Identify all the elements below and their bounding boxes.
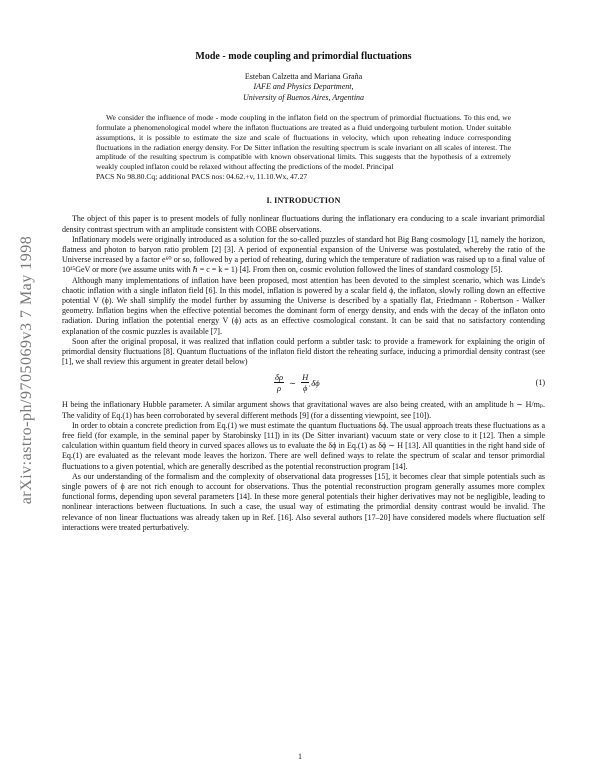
affiliation-university: University of Buenos Aires, Argentina [242,92,365,102]
paper-title: Mode - mode coupling and primordial fluctuations [195,51,412,62]
eq-fraction-lhs [274,372,284,393]
paragraph-1: The object of this paper is to present models of fully nonlinear fluctuations during the inflationary era conducing to a scale invariant primordial density contrast spectrum with an amplitude consistent with COBE observations. [62,214,545,234]
pacs-numbers: PACS No 98.80.Cq; additional PACS nos: 04.62.+v, 11.10.Wx, 47.27 [96,172,308,182]
abstract-text: We consider the influence of mode - mode coupling in the inflaton field on the spectrum of primordial fluctuations. To this end, we formulate a phenomenological model where the inflaton fluctuations are treated as a fluid undergoing turbulent motion. Under suitable assumptions, it is possible to estimate the size and scale of fluctuations in velocity, which upon reheating induce corresponding fluctuations in the radiation energy density. For De Sitter inflation the resulting spectrum is scale invariant on all scales of interest. The amplitude of the resulting spectrum is compatible with known observational limits. This suggests that the hypothesis of a extremely weakly coupled inflaton could be relaxed without affecting the predictions of the model. Principal [96,112,511,172]
equation-body [272,372,320,393]
paragraph-5: H being the inflationary Hubble parameter. A similar argument shows that gravitational waves are also being created, with an amplitude h ∼ H/mₚ. The validity of Eq.(1) has been corroborated by several different methods [9] (for a dissenting viewpoint, see [10]). [62,400,545,420]
page-number: 1 [298,752,302,761]
section-heading: I. INTRODUCTION [266,196,341,206]
arxiv-identifier: arXiv:astro-ph/9705069v3 7 May 1998 [18,235,35,505]
abstract [96,113,511,182]
eq-rhs-denominator: ϕ̇ [303,383,308,394]
equation-1 [62,370,545,396]
paper-page [62,52,545,533]
paragraph-3: Although many implementations of inflation have been proposed, most attention has been devoted to the simplest scenario, which was Linde's chaotic inflation with a single inflaton field [6]. In this model, inflation is powered by a scalar field ϕ, the inflaton, slowly rolling down an effective potential V (ϕ). We shall simplify the model further by assuming the Universe is described by a spatially flat, Friedmann - Robertson - Walker geometry. Inflation begins when the effective potential becomes the dominant form of energy density, and ends with the decay of the inflaton onto radiation. During inflation the potential energy V (ϕ) acts as an effective cosmological constant. It can be said that no satisfactory contending explanation of the cosmic puzzles is available [7]. [62,275,545,336]
equation-number: (1) [535,378,545,388]
paragraph-4: Soon after the original proposal, it was realized that inflation could perform a subtler task: to provide a framework for explaining the origin of primordial density fluctuations [8]. Quantum fluctuations of the inflaton field distort the reheating surface, inducing a primordial density contrast (see [1], we shall review this argument in greater detail below) [62,336,545,367]
eq-lhs-denominator: ρ [276,383,282,394]
paragraph-6: In order to obtain a concrete prediction from Eq.(1) we must estimate the quantum fluctuations δϕ. The usual approach treats these fluctuations as a free field (for example, in the seminal paper by Starobinsky [11]) in its (De Sitter invariant) vacuum state or very close to it [12]. Then a simple calculation within quantum field theory in curved spaces allows us to evaluate the δϕ in Eq.(1) as δϕ ∼ H [13]. All quantities in the right hand side of Eq.(1) are evaluated as the relevant mode leaves the horizon. There are well defined ways to relate the spectrum of scalar and tensor primordial fluctuations to a given potential, which are generally described as the potential reconstruction program [14]. [62,420,545,471]
arxiv-sidebar [14,160,40,580]
eq-lhs-numerator: δρ [275,372,284,383]
eq-fraction-rhs [301,372,309,393]
eq-rhs-numerator: H [302,372,309,383]
paragraph-2: Inflationary models were originally introduced as a solution for the so-called puzzles of standard hot Big Bang cosmology [1], namely the horizon, flatness and photon to baryon ratio problem [2] [3]. A period of exponential expansion of the Universe was postulated, whereby the ratio of the Universe increased by a factor e⁶⁰ or so, followed by a period of reheating, during which the temperature of radiation was raised up to a final value of 10¹⁵GeV or more (we assume units with ℏ = c = k = 1) [4]. From then on, cosmic evolution followed the lines of standard cosmology [5]. [62,234,545,275]
paper-authors: Esteban Calzetta and Mariana Graña [244,72,363,82]
affiliation-department: IAFE and Physics Department, [253,82,354,92]
eq-rhs-tail: δϕ [311,377,320,388]
paragraph-7: As our understanding of the formalism and the complexity of observational data progresses [15], it becomes clear that simple potentials such as single powers of ϕ are not rich enough to account for observations. Thus the potential reconstruction program generally assumes more complex functional forms, depending upon several parameters [14]. In these more general potentials their higher derivatives may not be negligible, leading to nonlinear interactions between fluctuations. In such a case, the usual way of estimating the primordial density contrast would be invalid. The relevance of non linear fluctuations was already taken up in Ref. [16]. Also several authors [17–20] have considered models where fluctuation self interactions were treated perturbatively. [62,471,545,532]
eq-relation: ∼ [289,377,297,388]
